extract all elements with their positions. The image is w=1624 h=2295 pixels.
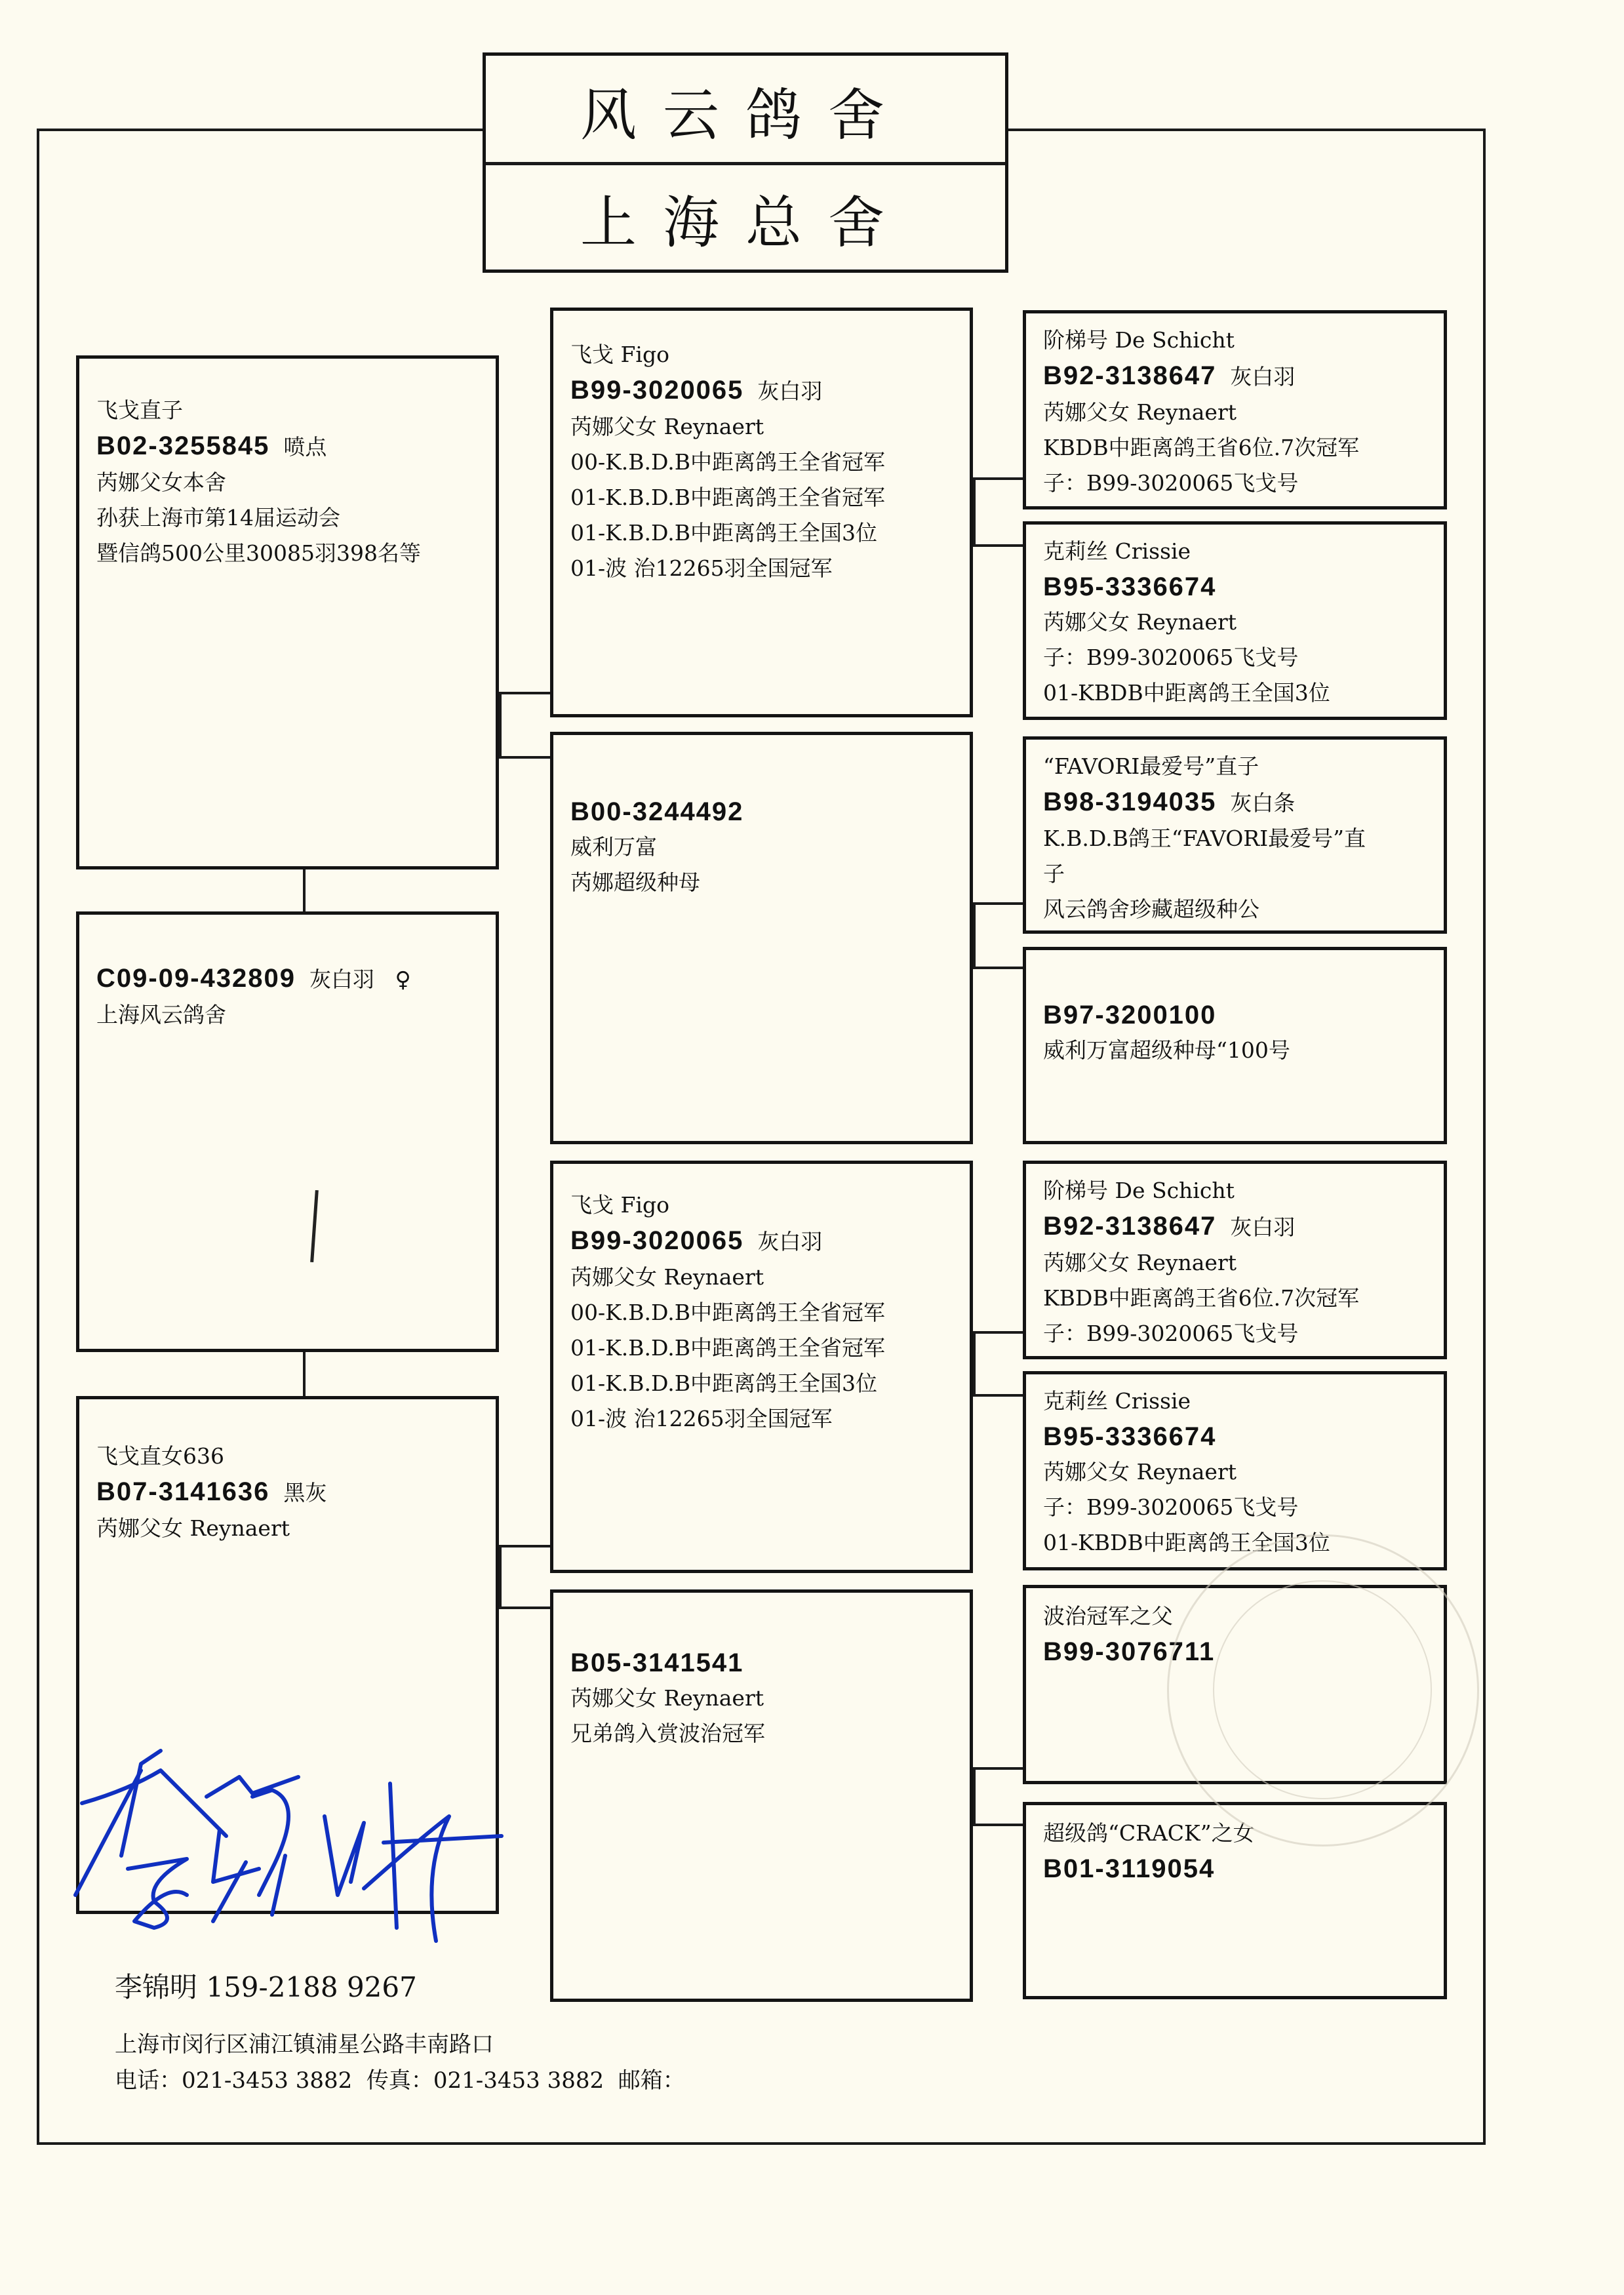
loft-subtitle: 上海总舍 (580, 190, 911, 256)
subject-color: 灰白羽 (309, 967, 374, 992)
gg-name: 克莉丝 Crissie (1043, 538, 1191, 564)
connector-sd-to-gg3 (973, 967, 1023, 969)
gg-name: “FAVORI最爱号”直子 (1043, 753, 1259, 779)
connector-dam-to-dd (499, 1606, 550, 1609)
ds-line: 01-K.B.D.B中距离鸽王全国3位 (570, 1370, 878, 1396)
great-grandparent-box (1023, 1371, 1447, 1570)
dam-line: 芮娜父女 Reynaert (96, 1515, 290, 1541)
connector-dd-to-gg6 (973, 1767, 1023, 1770)
sire-color: 喷点 (283, 434, 327, 460)
sire-line: 芮娜父女本舍 (96, 469, 226, 495)
ss-line: 01-K.B.D.B中距离鸽王全省冠军 (570, 485, 886, 510)
dd-line: 芮娜父女 Reynaert (570, 1685, 764, 1711)
ds-line: 01-K.B.D.B中距离鸽王全省冠军 (570, 1335, 886, 1361)
subject-box (76, 911, 499, 1352)
dd-ring: B05-3141541 (570, 1648, 744, 1677)
dam-color: 黑灰 (283, 1480, 327, 1506)
gg-ring: B95-3336674 (1043, 1422, 1217, 1451)
sire-line: 孙获上海市第14届运动会 (96, 505, 340, 530)
subject-ring: C09-09-432809 (96, 964, 296, 993)
connector-sire-to-ss (499, 692, 550, 694)
phone-fax-email: 电话：021-3453 3882 传真：021-3453 3882 邮箱： (115, 2067, 685, 2094)
gg-name: 克莉丝 Crissie (1043, 1388, 1191, 1414)
gg-line: 芮娜父女 Reynaert (1043, 399, 1237, 425)
gg-ring: B99-3076711 (1043, 1637, 1216, 1666)
pen-mark (310, 1190, 319, 1262)
connector-dd-vertical (973, 1767, 976, 1825)
gg-line: K.B.D.B鸽王“FAVORI最爱号”直 (1043, 826, 1366, 851)
address: 上海市闵行区浦江镇浦星公路丰南路口 (115, 2031, 494, 2058)
connector-ds-vertical (973, 1331, 976, 1395)
dam-name: 飞戈直女636 (96, 1443, 224, 1469)
dam-sire-box (550, 1161, 973, 1573)
great-grandparent-box (1023, 947, 1447, 1144)
connector-ds-to-gg4 (973, 1331, 1023, 1334)
gg-line: 子：B99-3020065飞戈号 (1043, 1321, 1299, 1346)
connector-sire-subject (303, 869, 306, 911)
gg-color: 灰白羽 (1230, 364, 1296, 389)
gg-line: 子：B99-3020065飞戈号 (1043, 470, 1299, 496)
sire-dam-box (550, 732, 973, 1144)
dd-line: 兄弟鸽入赏波治冠军 (570, 1721, 765, 1746)
ss-ring: B99-3020065 (570, 376, 744, 405)
sire-ring: B02-3255845 (96, 431, 270, 460)
gg-line: 芮娜父女 Reynaert (1043, 1459, 1237, 1485)
great-grandparent-box (1023, 521, 1447, 720)
ss-color: 灰白羽 (757, 378, 823, 404)
connector-dam-vertical (499, 1545, 502, 1609)
great-grandparent-box (1023, 1161, 1447, 1359)
gg-line: 威利万富超级种母“100号 (1043, 1037, 1290, 1063)
dam-dam-box (550, 1589, 973, 2002)
sd-line: 芮娜超级种母 (570, 869, 700, 895)
connector-ds-to-gg5 (973, 1394, 1023, 1397)
sire-name: 飞戈直子 (96, 397, 183, 423)
gg-line: 芮娜父女 Reynaert (1043, 1250, 1237, 1275)
subject-loft: 上海风云鸽舍 (96, 1002, 226, 1028)
ss-name: 飞戈 Figo (570, 342, 669, 367)
loft-title: 风云鸽舍 (580, 82, 911, 148)
female-symbol-icon: ♀ (395, 967, 411, 992)
connector-sire-vertical (499, 692, 502, 757)
ss-line: 01-K.B.D.B中距离鸽王全国3位 (570, 520, 878, 546)
connector-ss-vertical (973, 477, 976, 546)
sd-ring: B00-3244492 (570, 797, 744, 826)
gg-name: 阶梯号 De Schicht (1043, 1178, 1235, 1203)
gg-ring: B01-3119054 (1043, 1854, 1216, 1883)
connector-ss-to-gg0 (973, 477, 1023, 480)
connector-sd-to-gg2 (973, 902, 1023, 905)
gg-line: 01-KBDB中距离鸽王全国3位 (1043, 1530, 1330, 1555)
great-grandparent-box (1023, 310, 1447, 509)
sire-line: 暨信鸽500公里30085羽398名等 (96, 540, 421, 566)
ds-line: 00-K.B.D.B中距离鸽王全省冠军 (570, 1300, 886, 1325)
gg-name: 超级鸽“CRACK”之女 (1043, 1820, 1255, 1846)
sd-line: 威利万富 (570, 834, 657, 860)
gg-name: 阶梯号 De Schicht (1043, 327, 1235, 353)
ss-line: 00-K.B.D.B中距离鸽王全省冠军 (570, 449, 886, 475)
gg-line: 芮娜父女 Reynaert (1043, 609, 1237, 635)
contact-name-phone: 李锦明 159-2188 9267 (115, 1971, 417, 2003)
connector-sd-vertical (973, 902, 976, 968)
gg-name: 波治冠军之父 (1043, 1603, 1173, 1629)
ds-name: 飞戈 Figo (570, 1192, 669, 1218)
ss-line: 芮娜父女 Reynaert (570, 414, 764, 439)
signature (56, 1731, 515, 1947)
ds-line: 芮娜父女 Reynaert (570, 1264, 764, 1290)
gg-color: 灰白羽 (1230, 1214, 1296, 1240)
sire-box (76, 355, 499, 869)
ds-ring: B99-3020065 (570, 1226, 744, 1255)
gg-line: 01-KBDB中距离鸽王全国3位 (1043, 680, 1330, 706)
gg-line: KBDB中距离鸽王省6位.7次冠军 (1043, 1285, 1360, 1311)
connector-subject-dam (303, 1352, 306, 1396)
gg-line: KBDB中距离鸽王省6位.7次冠军 (1043, 435, 1360, 460)
connector-dam-to-ds (499, 1545, 550, 1547)
gg-line: 子：B99-3020065飞戈号 (1043, 645, 1299, 670)
embossed-seal-inner (1213, 1580, 1432, 1799)
gg-ring: B98-3194035 (1043, 788, 1217, 816)
ds-color: 灰白羽 (757, 1229, 823, 1254)
ss-line: 01-波 治12265羽全国冠军 (570, 555, 833, 581)
connector-ss-to-gg1 (973, 544, 1023, 547)
ds-line: 01-波 治12265羽全国冠军 (570, 1406, 833, 1431)
gg-ring: B95-3336674 (1043, 572, 1217, 601)
gg-line: 风云鸽舍珍藏超级种公 (1043, 896, 1259, 922)
gg-line: 子：B99-3020065飞戈号 (1043, 1494, 1299, 1520)
dam-ring: B07-3141636 (96, 1477, 270, 1506)
sire-sire-box (550, 308, 973, 717)
connector-dd-to-gg7 (973, 1824, 1023, 1826)
connector-sire-to-sd (499, 756, 550, 759)
great-grandparent-box (1023, 736, 1447, 934)
gg-ring: B92-3138647 (1043, 361, 1217, 390)
gg-line: 子 (1043, 861, 1065, 887)
title-box (483, 52, 1008, 273)
gg-ring: B97-3200100 (1043, 1001, 1217, 1029)
gg-ring: B92-3138647 (1043, 1212, 1217, 1241)
gg-color: 灰白条 (1230, 790, 1296, 816)
